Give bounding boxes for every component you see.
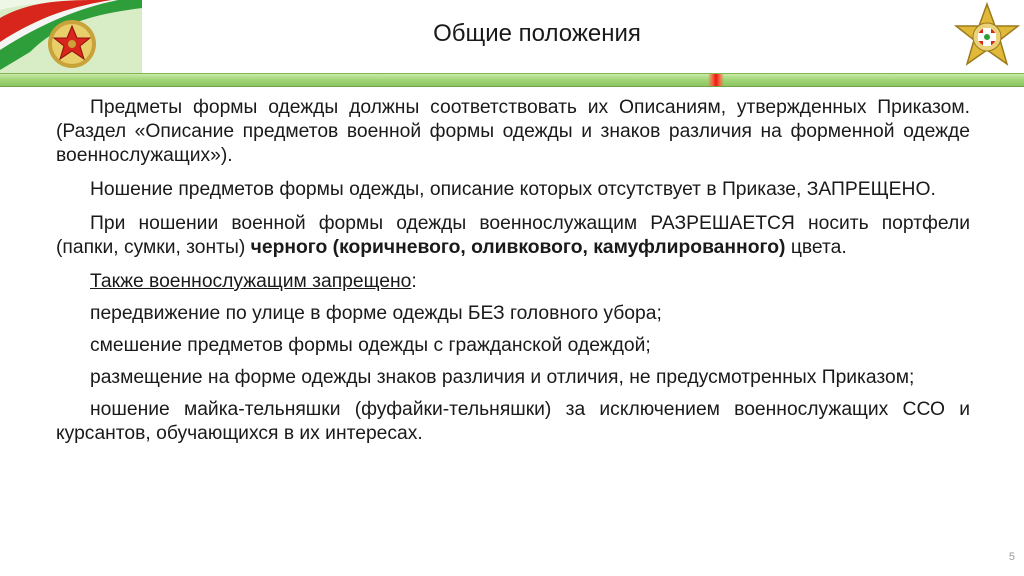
slide-title: Общие положения — [433, 20, 641, 47]
paragraph-4-underlined: Также военнослужащим запрещено — [90, 271, 412, 292]
paragraph-4 — [56, 270, 970, 294]
paragraph-3-start: При ношении военной формы одежды военнослужащим РАЗРЕШАЕТСЯ носить портфели (папки, сумки, зонты) — [56, 213, 970, 258]
list-item-1: передвижение по улице в форме одежды БЕЗ головного убора; — [90, 303, 662, 324]
list-item-4: ношение майка-тельняшки (фуфайки-тельняшки) за исключением военнослужащих ССО и курсантов, обучающихся в их интересах. — [56, 399, 970, 444]
title-bar-accent — [708, 74, 724, 86]
paragraph-3-end: цвета. — [785, 237, 847, 258]
paragraph-2: Ношение предметов формы одежды, описание которых отсутствует в Приказе, ЗАПРЕЩЕНО. — [90, 179, 936, 200]
list-item-3: размещение на форме одежды знаков различия и отличия, не предусмотренных Приказом; — [90, 367, 915, 388]
paragraph-4-end: : — [411, 271, 417, 292]
flag-star-logo — [0, 0, 142, 74]
slide-content — [56, 96, 970, 446]
list-item-2: смешение предметов формы одежды с гражданской одеждой; — [90, 335, 651, 356]
paragraph-3-bold: черного (коричневого, оливкового, камуфлированного) — [250, 237, 786, 258]
paragraph-1: Предметы формы одежды должны соответствовать их Описаниям, утвержденных Приказом. (Раздел «Описание предметов военной формы одежды и знаков различия на форменной одежде военнослужащих»). — [56, 97, 970, 166]
title-divider-bar — [0, 73, 1024, 87]
emblem-logo — [952, 2, 1022, 72]
page-number: 5 — [1008, 551, 1015, 563]
paragraph-3 — [56, 212, 970, 260]
